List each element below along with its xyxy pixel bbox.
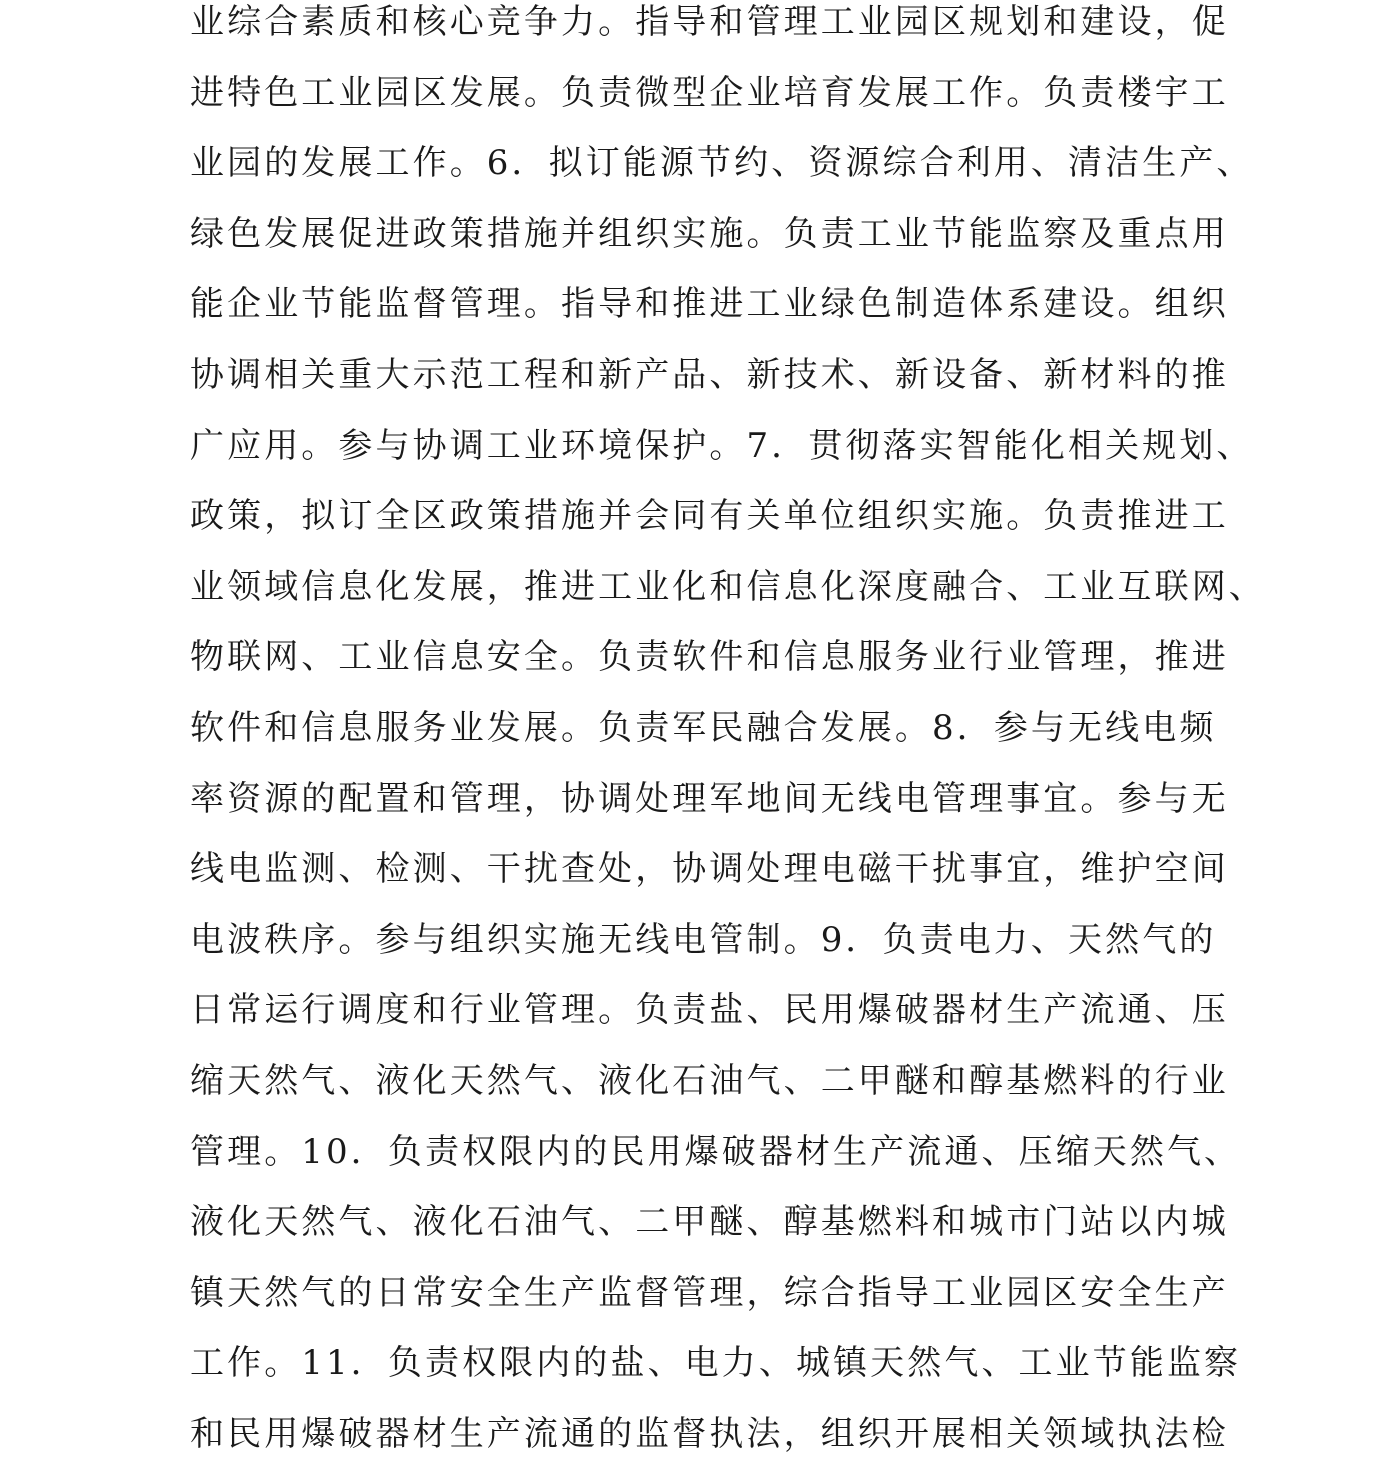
text-line: 物联网、工业信息安全。负责软件和信息服务业行业管理，推进 [190,637,1229,678]
text-line: 软件和信息服务业发展。负责军民融合发展。8．参与无线电频 [190,707,1217,748]
text-line: 政策，拟订全区政策措施并会同有关单位组织实施。负责推进工 [190,496,1229,537]
text-line: 业领域信息化发展，推进工业化和信息化深度融合、工业互联网、 [190,566,1266,607]
text-line: 液化天然气、液化石油气、二甲醚、醇基燃料和城市门站以内城 [190,1202,1229,1243]
text-line: 协调相关重大示范工程和新产品、新技术、新设备、新材料的推 [190,354,1229,395]
text-line: 绿色发展促进政策措施并组织实施。负责工业节能监察及重点用 [190,213,1229,254]
text-line: 和民用爆破器材生产流通的监督执法，组织开展相关领域执法检 [190,1413,1229,1454]
text-line: 线电监测、检测、干扰查处，协调处理电磁干扰事宜，维护空间 [190,849,1229,890]
text-line: 管理。10．负责权限内的民用爆破器材生产流通、压缩天然气、 [190,1131,1242,1172]
text-line: 日常运行调度和行业管理。负责盐、民用爆破器材生产流通、压 [190,990,1229,1031]
text-line: 业园的发展工作。6．拟订能源节约、资源综合利用、清洁生产、 [190,143,1254,184]
text-line: 缩天然气、液化天然气、液化石油气、二甲醚和醇基燃料的行业 [190,1060,1229,1101]
text-line: 工作。11．负责权限内的盐、电力、城镇天然气、工业节能监察 [190,1343,1242,1384]
body-text [190,0,1270,1469]
text-line: 镇天然气的日常安全生产监督管理，综合指导工业园区安全生产 [190,1272,1229,1313]
text-line: 业综合素质和核心竞争力。指导和管理工业园区规划和建设，促 [190,2,1229,42]
text-line: 电波秩序。参与组织实施无线电管制。9．负责电力、天然气的 [190,919,1217,960]
text-line: 进特色工业园区发展。负责微型企业培育发展工作。负责楼宇工 [190,72,1229,113]
text-line: 广应用。参与协调工业环境保护。7．贯彻落实智能化相关规划、 [190,425,1254,466]
text-line: 能企业节能监督管理。指导和推进工业绿色制造体系建设。组织 [190,284,1229,325]
text-line: 率资源的配置和管理，协调处理军地间无线电管理事宜。参与无 [190,778,1229,819]
